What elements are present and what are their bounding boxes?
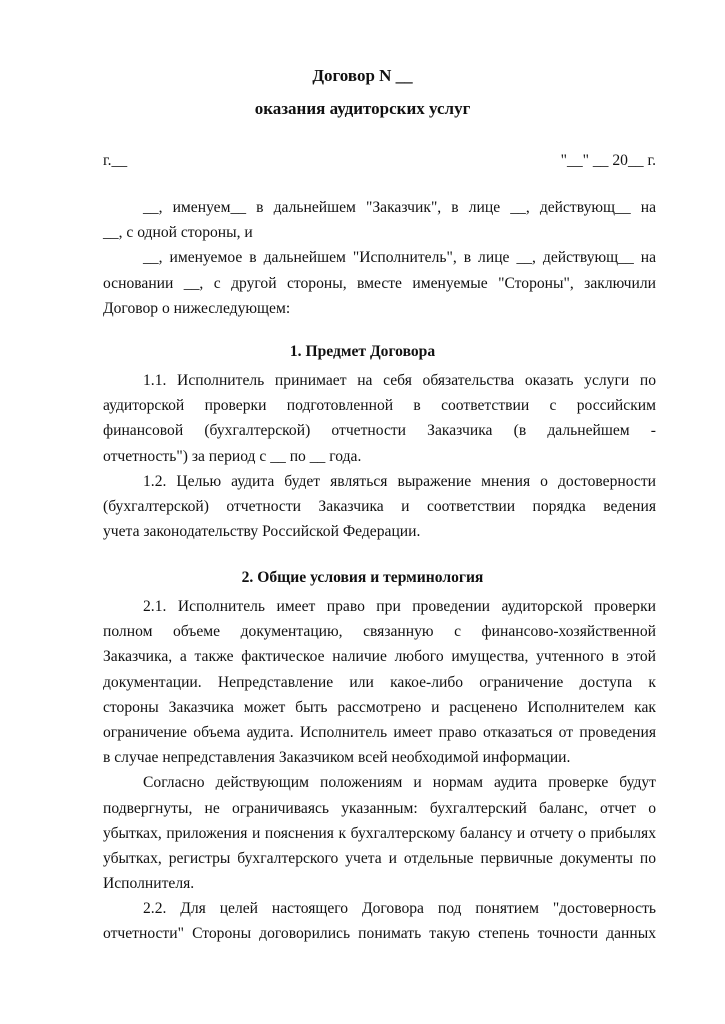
paragraph-line: __, с одной стороны, и <box>103 224 253 242</box>
paragraph-line: документации. Непредставление или какое-либо ограничение доступа к <box>103 673 656 691</box>
paragraph <box>103 469 656 545</box>
paragraph-line: основании __, с другой стороны, вместе именуемые "Стороны", заключили <box>103 274 656 292</box>
paragraph <box>103 770 656 896</box>
city-field: г.__ <box>103 152 128 169</box>
paragraph-line: Договор о нижеследующем: <box>103 299 291 317</box>
paragraph-line: финансовой (бухгалтерской) отчетности Заказчика (в дальнейшем - <box>103 422 656 440</box>
paragraph-line: отчетности" Стороны договорились понимать такую степень точности данных <box>103 925 656 943</box>
paragraph-line: Исполнителя. <box>103 875 195 893</box>
paragraph <box>103 896 656 946</box>
paragraph-line: стороны Заказчика может быть рассмотрено и расценено Исполнителем как <box>103 698 656 716</box>
paragraph-line: в случае непредставления Заказчиком всей необходимой информации. <box>103 749 571 767</box>
paragraph-line: 1.1. Исполнитель принимает на себя обязательства оказать услуги по <box>143 372 656 389</box>
paragraph-line: подвергнуты, не ограничиваясь указанным: бухгалтерский баланс, отчет о <box>103 799 656 817</box>
paragraph-line: отчетность") за период с __ по __ года. <box>103 447 362 465</box>
date-field: "__" __ 20__ г. <box>560 152 656 169</box>
section-2-heading: 2. Общие условия и терминология <box>241 569 484 586</box>
paragraph-line: убытках, регистры бухгалтерского учета и отдельные первичные документы по <box>103 849 656 867</box>
preamble <box>103 195 656 321</box>
paragraph <box>103 594 656 770</box>
paragraph-line: Согласно действующим положениям и нормам аудита проверке будут <box>143 774 656 792</box>
paragraph-line: аудиторской проверки подготовленной в соответствии с российским <box>103 397 656 415</box>
paragraph-line: __, именуем__ в дальнейшем "Заказчик", в лице __, действующ__ на <box>143 199 656 216</box>
paragraph-line: 1.2. Целью аудита будет являться выражение мнения о достоверности <box>143 472 656 490</box>
paragraph-line: полном объеме документацию, связанную с финансово-хозяйственной <box>103 623 656 641</box>
paragraph-line: ограничение объема аудита. Исполнитель имеет право отказаться от проведения <box>103 723 656 741</box>
section-1-body <box>103 368 656 544</box>
paragraph-line: учета законодательству Российской Федерации. <box>103 523 421 541</box>
paragraph-line: 2.1. Исполнитель имеет право при проведении аудиторской проверки <box>143 598 656 615</box>
paragraph <box>103 195 656 245</box>
document-subtitle: оказания аудиторских услуг <box>254 99 471 118</box>
paragraph-line: 2.2. Для целей настоящего Договора под понятием "достоверность <box>143 900 656 918</box>
section-2-body <box>103 594 656 947</box>
paragraph-line: __, именуемое в дальнейшем "Исполнитель", в лице __, действующ__ на <box>143 249 656 267</box>
paragraph <box>103 368 656 469</box>
paragraph-line: (бухгалтерской) отчетности Заказчика и соответствии порядка ведения <box>103 497 656 515</box>
document-title: Договор N __ <box>312 66 413 85</box>
paragraph-line: Заказчика, а также фактическое наличие любого имущества, учтенного в этой <box>103 648 656 666</box>
section-1-heading: 1. Предмет Договора <box>289 343 436 360</box>
paragraph <box>103 245 656 321</box>
paragraph-line: убытках, приложения и пояснения к бухгалтерскому балансу и отчету о прибылях <box>103 824 656 842</box>
place-date-line <box>103 150 656 172</box>
